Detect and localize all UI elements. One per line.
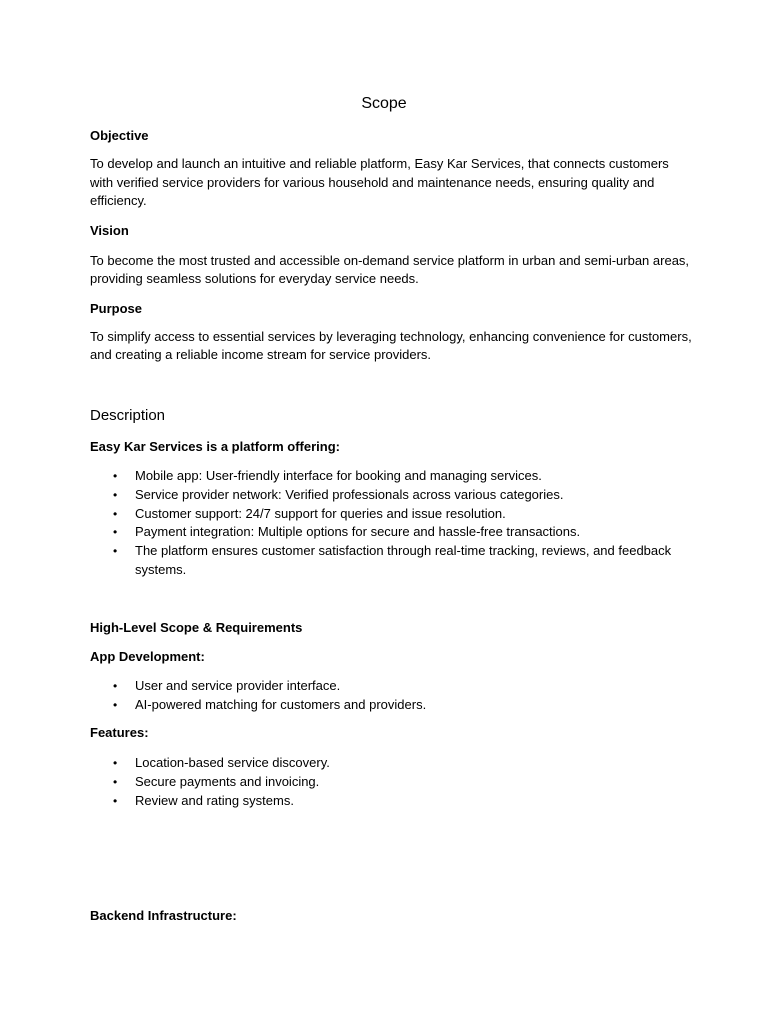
purpose-line-1: To simplify access to essential services by leveraging technology, enhancing convenience for customers, xyxy=(90,329,692,344)
bullet-icon: • xyxy=(113,756,118,770)
bullet-icon: • xyxy=(113,698,118,712)
backend-heading: Backend Infrastructure: xyxy=(90,908,237,923)
description-item-5-cont: systems. xyxy=(135,562,187,577)
features-heading: Features: xyxy=(90,725,149,740)
bullet-icon: • xyxy=(113,488,118,502)
features-item-2: Secure payments and invoicing. xyxy=(135,774,320,789)
bullet-icon: • xyxy=(113,525,118,539)
description-item-3: Customer support: 24/7 support for queries and issue resolution. xyxy=(135,506,506,521)
vision-heading: Vision xyxy=(90,223,129,238)
objective-line-1: To develop and launch an intuitive and reliable platform, Easy Kar Services, that connects customers xyxy=(90,156,669,171)
description-item-1: Mobile app: User-friendly interface for booking and managing services. xyxy=(135,468,542,483)
page-title: Scope xyxy=(361,95,407,112)
app-dev-heading: App Development: xyxy=(90,649,205,664)
bullet-icon: • xyxy=(113,775,118,789)
description-heading: Description xyxy=(90,407,166,424)
bullet-icon: • xyxy=(113,679,118,693)
description-intro: Easy Kar Services is a platform offering: xyxy=(90,439,340,454)
app-dev-item-2: AI-powered matching for customers and providers. xyxy=(135,697,427,712)
description-item-2: Service provider network: Verified professionals across various categories. xyxy=(135,487,564,502)
purpose-line-2: and creating a reliable income stream for service providers. xyxy=(90,347,432,362)
vision-line-2: providing seamless solutions for everyday service needs. xyxy=(90,271,419,286)
bullet-icon: • xyxy=(113,794,118,808)
app-dev-item-1: User and service provider interface. xyxy=(135,678,341,693)
features-item-1: Location-based service discovery. xyxy=(135,755,330,770)
bullet-icon: • xyxy=(113,507,118,521)
purpose-heading: Purpose xyxy=(90,301,143,316)
objective-line-2: with verified service providers for various household and maintenance needs, ensuring quality and xyxy=(90,175,655,190)
description-item-5: The platform ensures customer satisfaction through real-time tracking, reviews, and feedback xyxy=(135,543,672,558)
bullet-icon: • xyxy=(113,544,118,558)
vision-line-1: To become the most trusted and accessible on-demand service platform in urban and semi-urban areas, xyxy=(90,253,690,268)
bullet-icon: • xyxy=(113,469,118,483)
description-item-4: Payment integration: Multiple options for secure and hassle-free transactions. xyxy=(135,524,581,539)
objective-line-3: efficiency. xyxy=(90,193,147,208)
objective-heading: Objective xyxy=(90,128,149,143)
scope-heading: High-Level Scope & Requirements xyxy=(90,620,303,635)
features-item-3: Review and rating systems. xyxy=(135,793,294,808)
